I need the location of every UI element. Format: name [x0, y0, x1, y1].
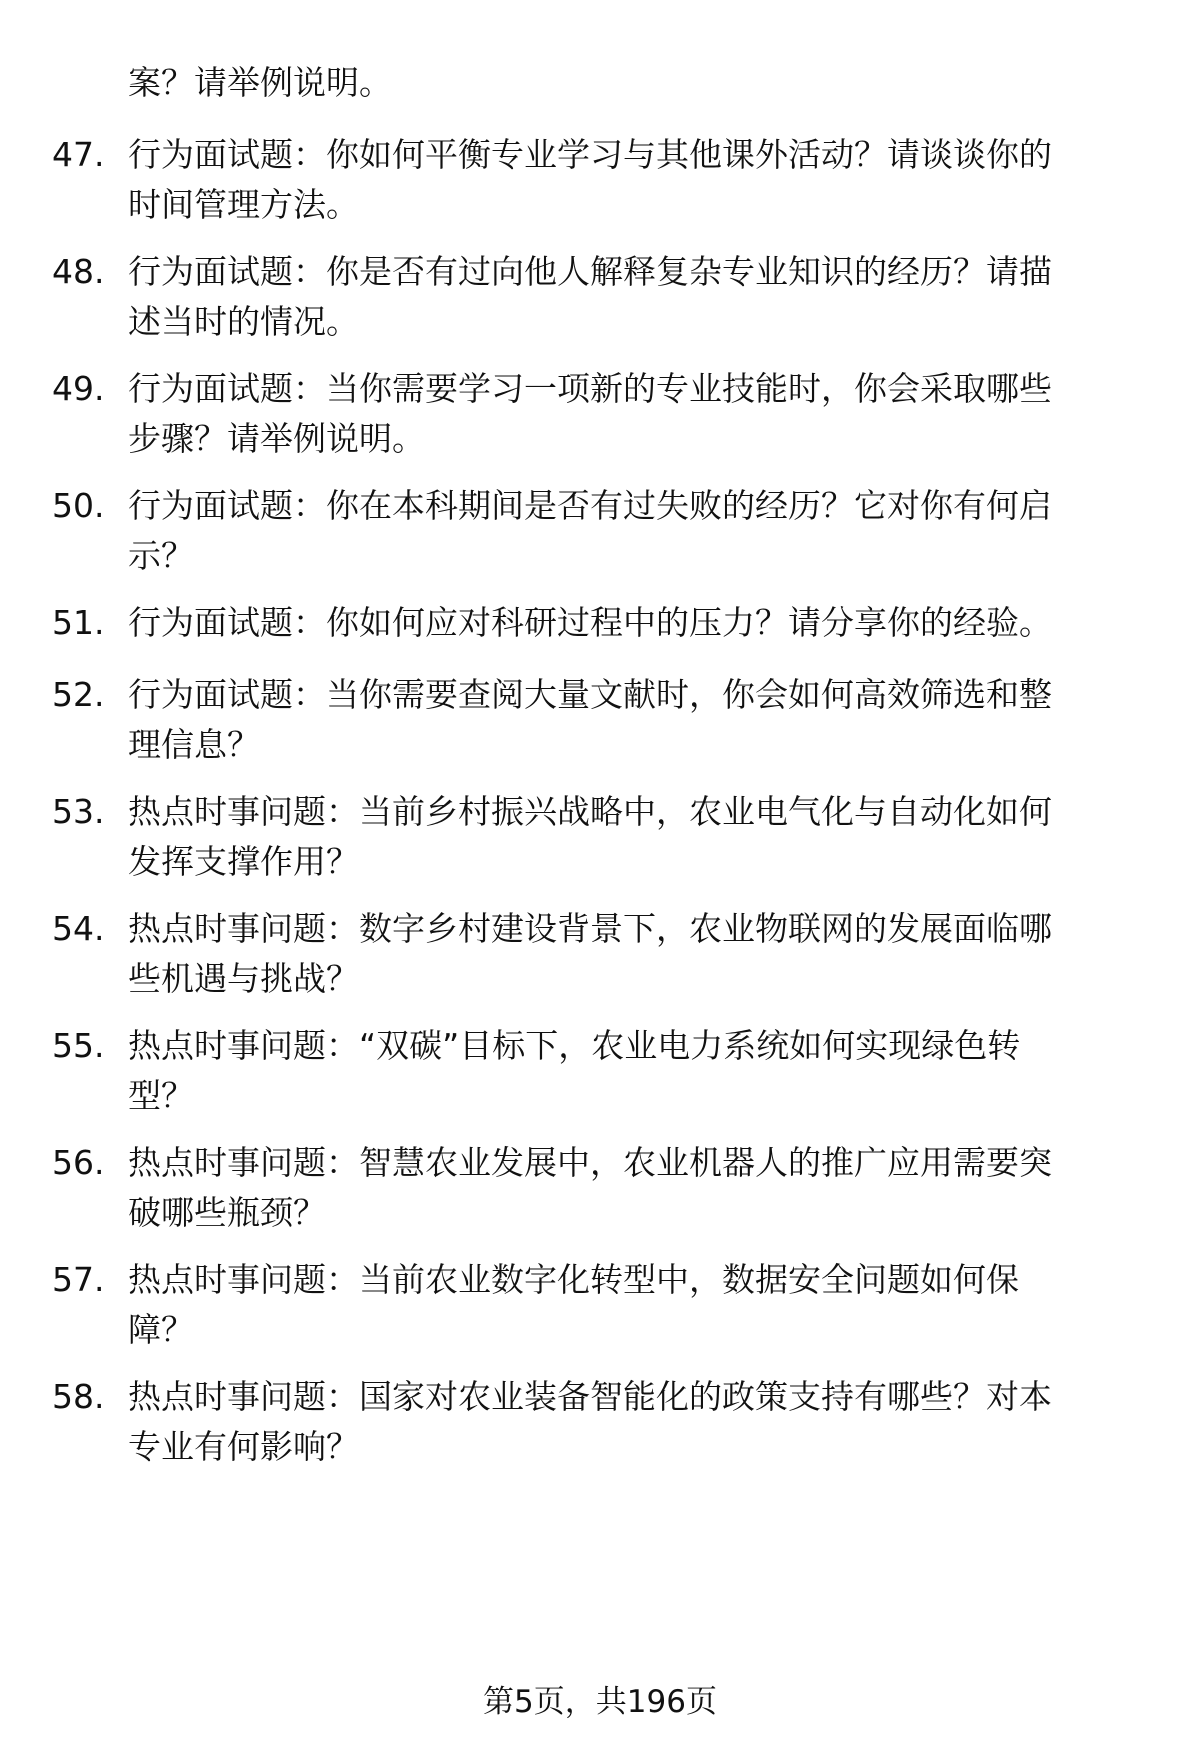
question-line: 行为面试题：你是否有过向他人解释复杂专业知识的经历？请描 — [128, 252, 1052, 291]
question-text — [128, 1372, 1148, 1472]
question-line: 行为面试题：你如何平衡专业学习与其他课外活动？请谈谈你的 — [128, 135, 1052, 174]
question-line: 理信息？ — [128, 725, 260, 764]
question-line: 时间管理方法。 — [128, 185, 359, 224]
question-text — [128, 670, 1148, 770]
question-line: 行为面试题：你在本科期间是否有过失败的经历？它对你有何启 — [128, 486, 1052, 525]
question-number: 49. — [52, 369, 105, 408]
question-number: 55. — [52, 1026, 105, 1065]
question-line: 示？ — [128, 536, 194, 575]
question-text — [128, 481, 1148, 581]
question-line: 些机遇与挑战？ — [128, 959, 359, 998]
question-text — [128, 598, 1148, 648]
question-number: 50. — [52, 486, 105, 525]
question-line: 热点时事问题：数字乡村建设背景下，农业物联网的发展面临哪 — [128, 909, 1052, 948]
question-text — [128, 904, 1148, 1004]
question-line: 行为面试题：当你需要查阅大量文献时，你会如何高效筛选和整 — [128, 675, 1052, 714]
question-text — [128, 247, 1148, 347]
question-line: 热点时事问题：智慧农业发展中，农业机器人的推广应用需要突 — [128, 1143, 1052, 1182]
question-text — [128, 1255, 1148, 1355]
question-number: 58. — [52, 1377, 105, 1416]
question-line: 热点时事问题：当前农业数字化转型中，数据安全问题如何保 — [128, 1260, 1019, 1299]
question-line: 热点时事问题：国家对农业装备智能化的政策支持有哪些？对本 — [128, 1377, 1052, 1416]
question-line: 破哪些瓶颈？ — [128, 1193, 326, 1232]
question-number: 47. — [52, 135, 105, 174]
question-text — [128, 364, 1148, 464]
question-line: 步骤？请举例说明。 — [128, 419, 425, 458]
question-number: 51. — [52, 603, 105, 642]
question-line: 行为面试题：你如何应对科研过程中的压力？请分享你的经验。 — [128, 603, 1052, 642]
question-number: 57. — [52, 1260, 105, 1299]
question-text — [128, 1138, 1148, 1238]
question-line: 发挥支撑作用？ — [128, 842, 359, 881]
question-line: 热点时事问题：“双碳”目标下，农业电力系统如何实现绿色转 — [128, 1026, 1021, 1065]
question-line: 热点时事问题：当前乡村振兴战略中，农业电气化与自动化如何 — [128, 792, 1052, 831]
question-text — [128, 787, 1148, 887]
continuation-line: 案？请举例说明。 — [128, 63, 392, 102]
question-number: 56. — [52, 1143, 105, 1182]
question-number: 53. — [52, 792, 105, 831]
question-text — [128, 1021, 1148, 1121]
page-footer: 第5页，共196页 — [483, 1684, 717, 1720]
question-number: 54. — [52, 909, 105, 948]
question-line: 型？ — [128, 1076, 194, 1115]
question-line: 障？ — [128, 1310, 194, 1349]
question-number: 48. — [52, 252, 105, 291]
question-number: 52. — [52, 675, 105, 714]
question-text — [128, 130, 1148, 230]
question-line: 行为面试题：当你需要学习一项新的专业技能时，你会采取哪些 — [128, 369, 1052, 408]
question-line: 述当时的情况。 — [128, 302, 359, 341]
question-line: 专业有何影响？ — [128, 1427, 359, 1466]
